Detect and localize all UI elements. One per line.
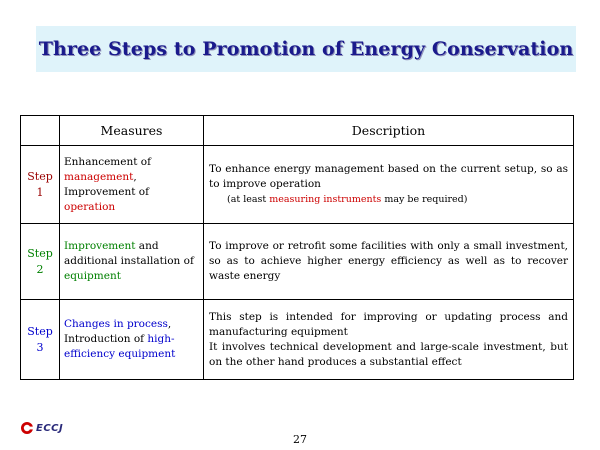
description-text: To improve or retrofit some facilities with only a small investment, so as to achieve higher energy efficiency as well as to recover waste energy [209, 240, 568, 282]
step-number: 1 [36, 185, 44, 199]
step-label-3 [21, 300, 60, 380]
measures-highlight: high-efficiency equipment [64, 333, 176, 360]
step-label-1 [21, 146, 60, 224]
note-suffix: may be required) [381, 194, 468, 205]
title-banner [36, 26, 576, 72]
measures-highlight: operation [64, 200, 116, 213]
table-header-row [21, 116, 574, 146]
logo-text: ECCJ [36, 422, 64, 434]
page-title: Three Steps to Promotion of Energy Conservation [38, 38, 574, 60]
measures-highlight: management [64, 170, 134, 183]
measures-cell [60, 300, 204, 380]
step-label-2 [21, 224, 60, 300]
step-word: Step [27, 169, 53, 183]
table-row [21, 224, 574, 300]
header-measures: Measures [60, 116, 204, 146]
note-highlight: measuring instruments [269, 194, 382, 205]
description-text: To enhance energy management based on the current setup, so as to improve operation [209, 163, 568, 190]
description-cell [204, 224, 574, 300]
table-row [21, 300, 574, 380]
page-number: 27 [293, 433, 307, 446]
step-number: 3 [36, 340, 44, 354]
table-row [21, 146, 574, 224]
measures-cell [60, 146, 204, 224]
step-word: Step [27, 324, 53, 338]
measures-highlight: Improvement [64, 240, 136, 252]
measures-text: Enhancement of [64, 155, 152, 168]
description-cell [204, 146, 574, 224]
measures-highlight: Changes in process [64, 318, 168, 330]
measures-text: and additional installation of [64, 240, 194, 267]
note-prefix: (at least [227, 194, 270, 205]
step-word: Step [27, 246, 53, 260]
header-step [21, 116, 60, 146]
measures-cell [60, 224, 204, 300]
measures-text: , Improvement of [64, 170, 150, 198]
description-cell [204, 300, 574, 380]
description-text: It involves technical development and large-scale investment, but on the other hand produces a substantial effect [209, 340, 568, 368]
measures-text: , Introduction of [64, 318, 172, 345]
header-description: Description [204, 116, 574, 146]
description-text: This step is intended for improving or updating process and manufacturing equipment [209, 310, 568, 338]
description-note [209, 192, 568, 207]
step-number: 2 [36, 262, 44, 276]
steps-table [20, 115, 574, 380]
measures-highlight: equipment [64, 270, 121, 282]
